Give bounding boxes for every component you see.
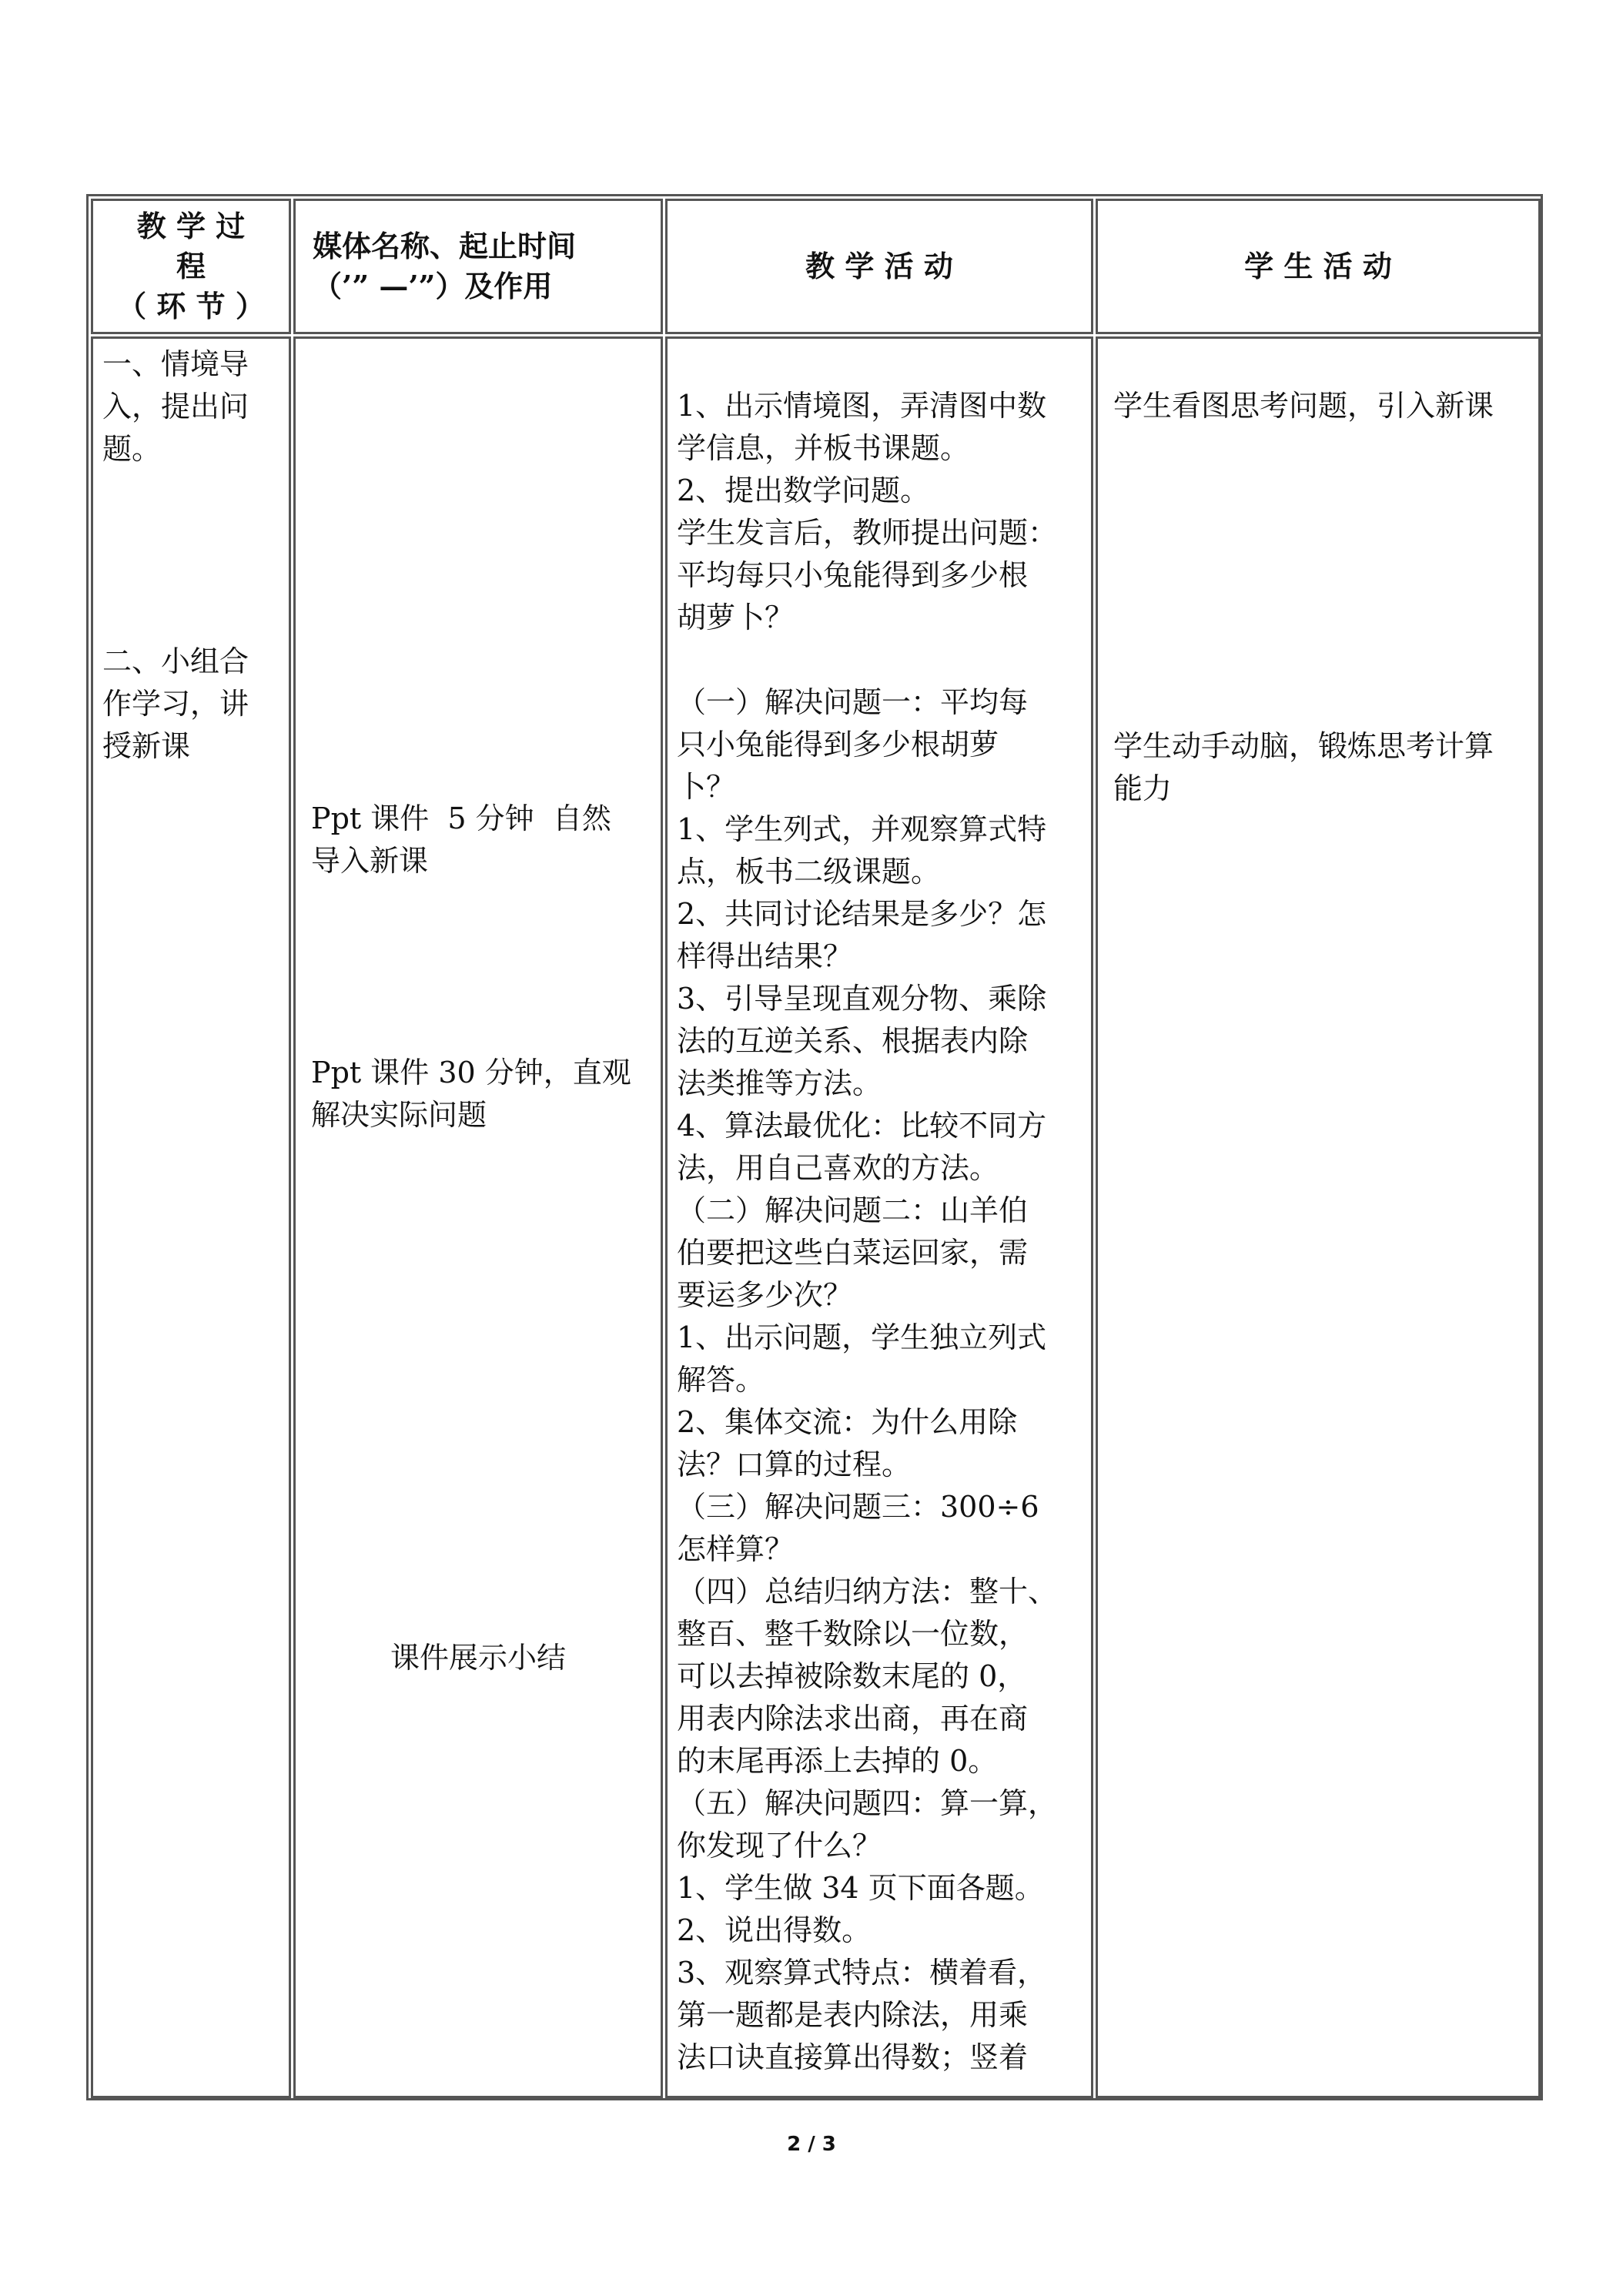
header-stage-line2: 程 bbox=[176, 249, 206, 283]
header-student-label: 学 生 活 动 bbox=[1244, 249, 1392, 283]
media-cell bbox=[293, 336, 663, 2098]
header-stage bbox=[91, 199, 291, 334]
student-cell bbox=[1096, 336, 1541, 2098]
student-1: 学生看图思考问题，引入新课 bbox=[1113, 389, 1494, 423]
stage-2: 二、小组合 作学习，讲 授新课 bbox=[102, 644, 249, 763]
stage-1: 一、情境导 入，提出问 题。 bbox=[102, 347, 249, 466]
header-teaching-label: 教 学 活 动 bbox=[805, 249, 953, 283]
media-3: 课件展示小结 bbox=[390, 1641, 566, 1675]
header-media-line1: 媒体名称、起止时间 bbox=[313, 229, 577, 263]
media-1: Ppt 课件 5 分钟 自然 导入新课 bbox=[311, 802, 611, 878]
teaching-cell bbox=[665, 336, 1093, 2098]
page-number: 2 / 3 bbox=[787, 2133, 836, 2156]
header-teaching bbox=[665, 199, 1093, 334]
header-media bbox=[293, 199, 663, 334]
header-stage-line1: 教 学 过 bbox=[136, 209, 246, 243]
lesson-plan-table bbox=[86, 194, 1543, 2100]
media-2: Ppt 课件 30 分钟，直观 解决实际问题 bbox=[311, 1056, 631, 1132]
teaching-main: （一）解决问题一：平均每 只小兔能得到多少根胡萝 卜？ 1、学生列式，并观察算式特 点，板书二级课题。 2、共同讨论结果是多少？怎 样得出结果？ 3、引导呈现直观分物、乘除 法的互逆关系、根据表内除 法类推等方法。 4、算法最优化：比较不同方 法，用自己喜欢的方法。 （二）解决问题二：山羊伯 伯要把这些白菜运回家，需 要运多少次？ 1、出示问题，学生独立列式 解答。 2、集体交流：为什么用除 法？口算的过程。 （三）解决问题三：300÷6 怎样算？ （四）总结归纳方法：整十、 整百、整千数除以一位数， 可以去掉被除数末尾的 0， 用表内除法求出商，再在商 的末尾再添上去掉的 0。 （五）解决问题四：算一算， 你发现了什么？ 1、学生做 34 页下面各题。 2、说出得数。 3、观察算式特点：横着看， 第一题都是表内除法，用乘 法口诀直接算出得数；竖着 bbox=[677, 685, 1058, 2074]
stage-cell bbox=[91, 336, 291, 2098]
teaching-intro: 1、出示情境图，弄清图中数 学信息，并板书课题。 2、提出数学问题。 学生发言后，教师提出问题： 平均每只小兔能得到多少根 胡萝卜？ bbox=[677, 389, 1058, 634]
header-media-line2: （’” —’”）及作用 bbox=[313, 269, 553, 303]
header-student bbox=[1096, 199, 1541, 334]
student-2: 学生动手动脑，锻炼思考计算 能力 bbox=[1113, 729, 1494, 805]
header-stage-line3: （ 环 节 ） bbox=[117, 289, 265, 323]
